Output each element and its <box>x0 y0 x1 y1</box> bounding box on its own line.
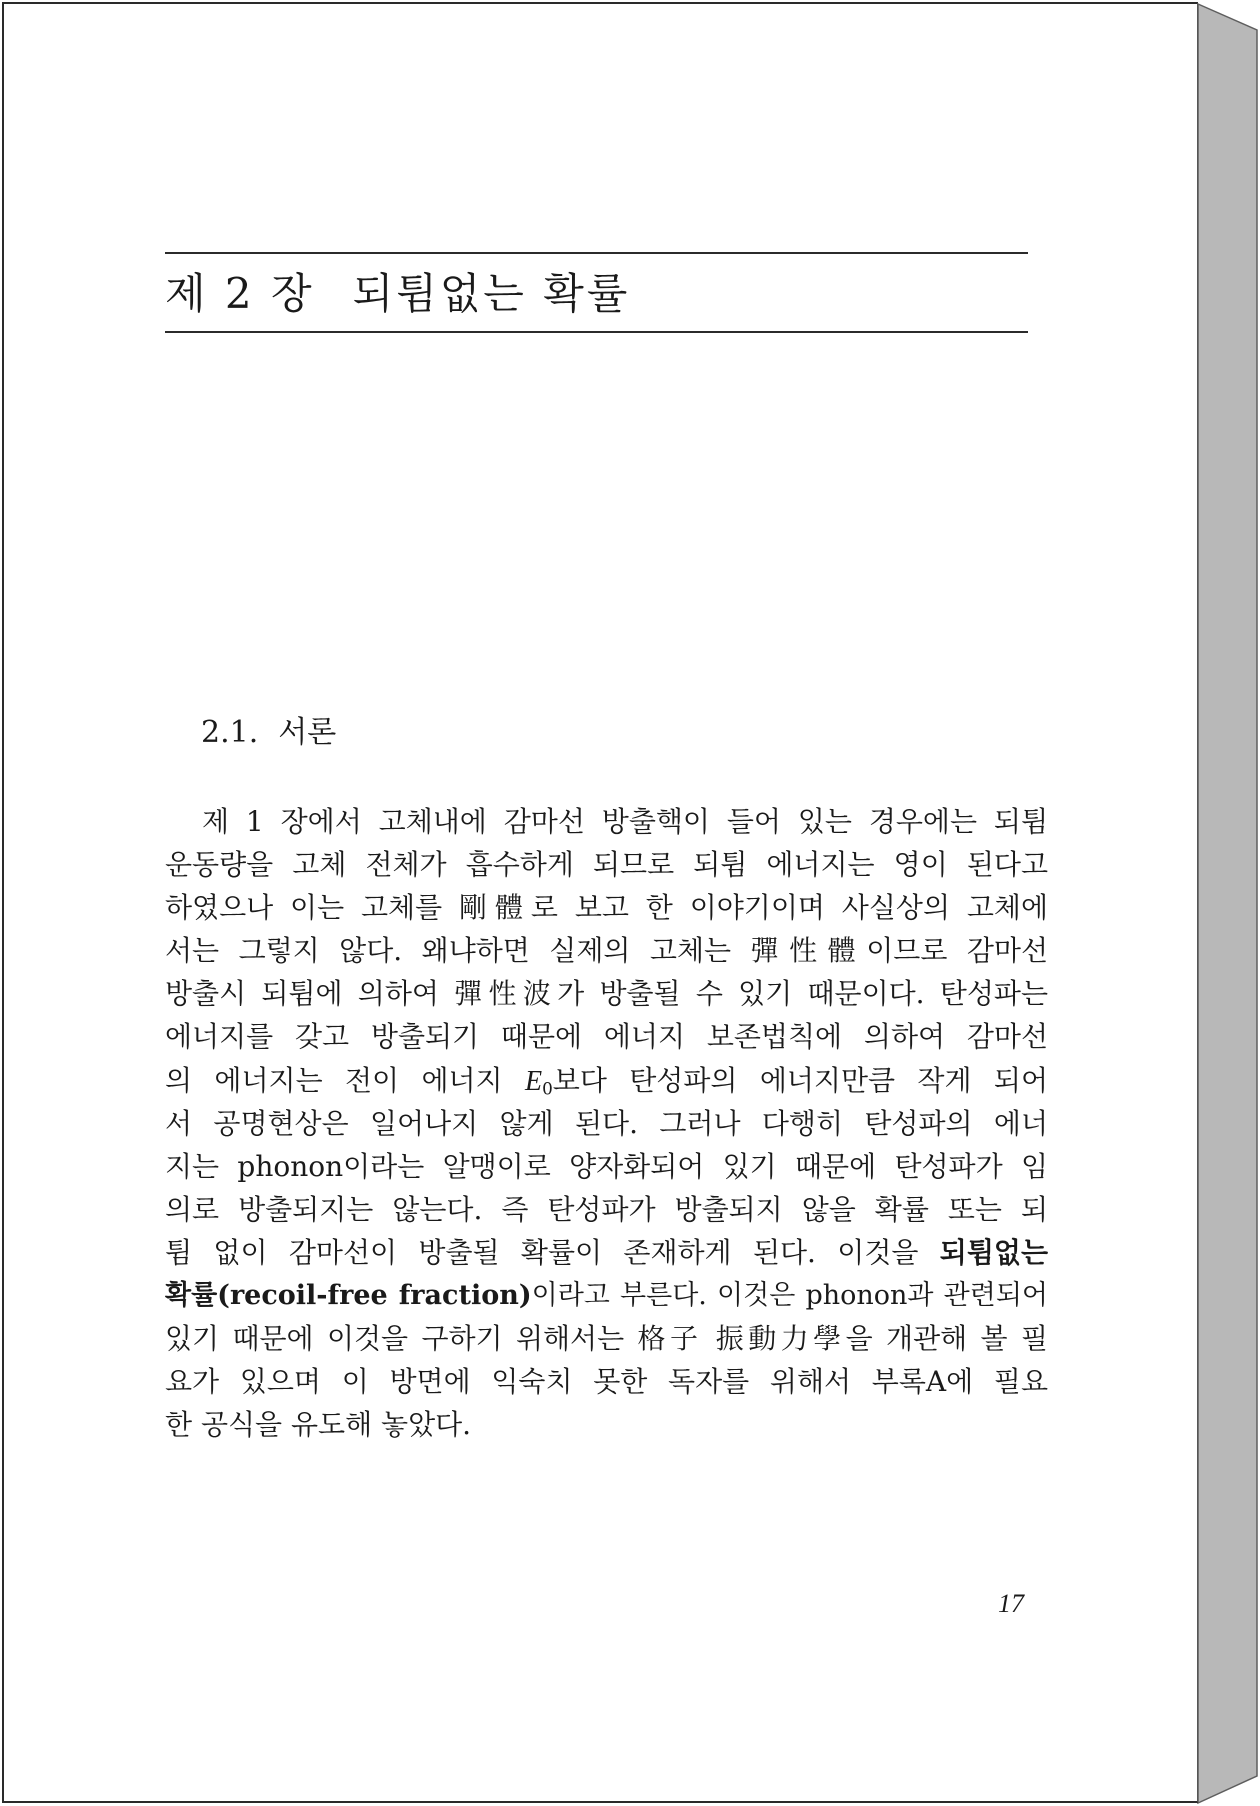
chapter-heading <box>165 266 630 322</box>
body-text: 보다 탄성파의 에너지만큼 작게 되어 <box>552 1063 1048 1097</box>
body-line <box>165 1231 1048 1274</box>
chapter-title: 되튐없는 확률 <box>352 269 631 318</box>
body-paragraph <box>165 800 1048 1446</box>
chapter-label: 제 2 장 <box>165 269 315 318</box>
body-line <box>165 1274 1048 1317</box>
chapter-rule-top <box>165 252 1028 254</box>
body-line: 한 공식을 유도해 놓았다. <box>165 1408 472 1442</box>
body-line: 서 공명현상은 일어나지 않게 된다. 그러나 다행히 탄성파의 에너 <box>165 1106 1048 1140</box>
body-line: 요가 있으며 이 방면에 익숙치 못한 독자를 위해서 부록A에 필요 <box>165 1365 1048 1399</box>
emphasis-term: 확률(recoil-free fraction) <box>165 1280 532 1312</box>
energy-symbol: E <box>524 1065 543 1097</box>
body-text: 이라고 부른다. 이것은 phonon과 관련되어 <box>531 1280 1048 1312</box>
energy-subscript: 0 <box>542 1078 553 1099</box>
book-side-edge <box>1198 4 1257 1803</box>
body-line: 서는 그렇지 않다. 왜냐하면 실제의 고체는 彈性體이므로 감마선 <box>165 934 1048 968</box>
chapter-rule-bottom <box>165 331 1028 333</box>
body-line: 에너지를 갖고 방출되기 때문에 에너지 보존법칙에 의하여 감마선 <box>165 1020 1048 1054</box>
section-title: 서론 <box>278 715 337 750</box>
page-number: 17 <box>998 1589 1024 1618</box>
body-line: 하였으나 이는 고체를 剛體로 보고 한 이야기이며 사실상의 고체에 <box>165 891 1048 925</box>
body-text: 의 에너지는 전이 에너지 <box>165 1063 525 1097</box>
body-line <box>165 1059 1048 1102</box>
body-text: 튐 없이 감마선이 방출될 확률이 존재하게 된다. 이것을 <box>165 1235 940 1269</box>
body-line: 방출시 되튐에 의하여 彈性波가 방출될 수 있기 때문이다. 탄성파는 <box>165 977 1048 1011</box>
body-line: 의로 방출되지는 않는다. 즉 탄성파가 방출되지 않을 확률 또는 되 <box>165 1192 1048 1226</box>
section-number: 2.1. <box>201 715 259 750</box>
body-line: 있기 때문에 이것을 구하기 위해서는 格子 振動力學을 개관해 볼 필 <box>165 1322 1048 1356</box>
body-line: 운동량을 고체 전체가 흡수하게 되므로 되튐 에너지는 영이 된다고 <box>165 848 1048 882</box>
emphasis-term: 되튐없는 <box>939 1235 1048 1269</box>
body-line: 지는 phonon이라는 알맹이로 양자화되어 있기 때문에 탄성파가 임 <box>165 1149 1048 1183</box>
body-line: 제 1 장에서 고체내에 감마선 방출핵이 들어 있는 경우에는 되튐 <box>202 805 1048 838</box>
section-heading <box>201 713 336 753</box>
